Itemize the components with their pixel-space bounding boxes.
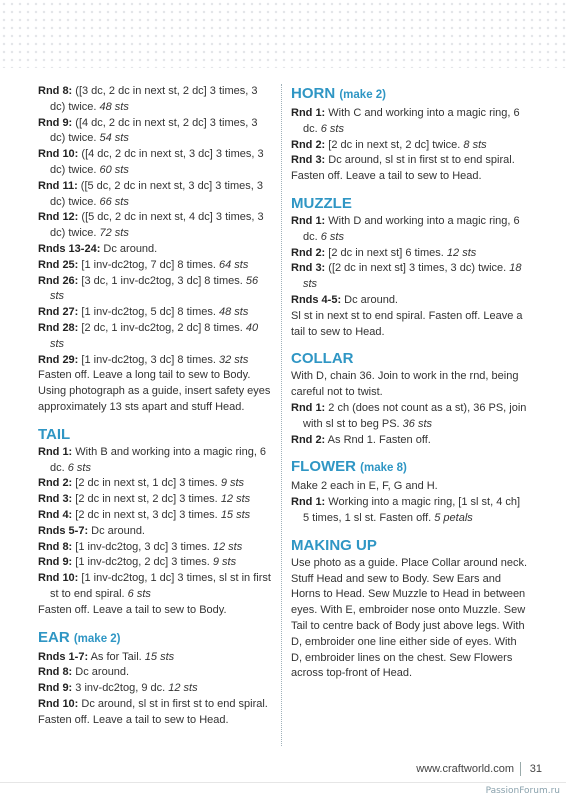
round-instructions: As for Tail. xyxy=(88,650,145,663)
stitch-count: 6 sts xyxy=(320,230,344,243)
pattern-round xyxy=(38,258,274,274)
round-instructions: As Rnd 1. Fasten off. xyxy=(325,433,431,446)
stitch-count: 12 sts xyxy=(220,493,251,506)
round-instructions: Dc around. xyxy=(88,524,145,537)
column-divider xyxy=(281,84,282,746)
left-column xyxy=(38,84,274,728)
pattern-round xyxy=(38,210,274,242)
pattern-round xyxy=(38,508,274,524)
section-quantity: (make 2) xyxy=(339,89,387,101)
section-title: MAKING UP xyxy=(291,536,377,554)
round-instructions: [2 dc in next st, 2 dc] twice. xyxy=(325,138,464,151)
round-label: Rnds 5-7: xyxy=(38,524,89,537)
pattern-round xyxy=(291,138,529,154)
pattern-round xyxy=(291,246,529,262)
pattern-round xyxy=(38,476,274,492)
pattern-round xyxy=(291,401,529,433)
round-instructions: [2 dc in next st, 3 dc] 3 times. xyxy=(72,508,221,521)
pattern-round xyxy=(38,305,274,321)
stitch-count: 12 sts xyxy=(168,682,198,695)
pattern-round xyxy=(38,445,274,477)
pattern-round xyxy=(291,495,529,527)
stitch-count: 54 sts xyxy=(99,132,129,145)
section-quantity: (make 2) xyxy=(73,632,121,645)
watermark: PassionForum.ru xyxy=(485,786,560,796)
pattern-round xyxy=(38,353,274,369)
round-instructions: ([5 dc, 2 dc in next st, 4 dc] 3 times, 3 dc) twice. xyxy=(50,211,264,240)
instruction-text: Fasten off. Leave a tail to sew to Head. xyxy=(38,713,229,726)
round-label: Rnd 26: xyxy=(38,274,79,287)
round-label: Rnd 8: xyxy=(38,85,73,97)
round-label: Rnd 10: xyxy=(38,148,79,161)
round-label: Rnd 2: xyxy=(38,477,73,490)
stitch-count: 48 sts xyxy=(218,306,249,319)
round-label: Rnd 1: xyxy=(291,496,326,509)
section-title: FLOWER xyxy=(291,458,356,476)
round-instructions: With D and working into a magic ring, 6 dc. xyxy=(303,214,520,243)
round-instructions: [1 inv-dc2tog, 3 dc] 8 times. xyxy=(78,353,219,366)
round-label: Rnd 10: xyxy=(38,697,79,710)
section-heading xyxy=(291,349,529,368)
footer-separator xyxy=(520,762,521,776)
round-instructions: ([5 dc, 2 dc in next st, 3 dc] 3 times, 3 dc) twice. xyxy=(50,179,263,208)
right-column xyxy=(291,84,529,682)
instruction-text: Fasten off. Leave a long tail to sew to Body. Using photograph as a guide, insert safety eyes approximately 13 sts apart and stuff Head. xyxy=(38,369,271,413)
stitch-count: 12 sts xyxy=(212,540,243,553)
round-label: Rnd 2: xyxy=(291,433,326,446)
section-title: HORN xyxy=(291,85,336,102)
pattern-round xyxy=(38,274,274,306)
pattern-round xyxy=(38,540,274,556)
round-label: Rnd 28: xyxy=(38,321,79,334)
instruction-text: Use photo as a guide. Place Collar around neck. Stuff Head and sew to Body. Sew Ears and Horns to Head. Sew Muzzle to Head in between eyes. With E, embroider nose onto Muzzle. Sew Tail to centre back of Body just above legs. With D, embroider one line either side of eyes. With D, embroider lines on the chest. Sew Flowers across top-front of Head. xyxy=(291,556,528,680)
stitch-count: 40 sts xyxy=(50,321,259,350)
round-label: Rnds 1-7: xyxy=(38,650,89,663)
round-label: Rnds 4-5: xyxy=(291,293,342,306)
round-label: Rnd 10: xyxy=(38,572,79,585)
section-quantity: (make 8) xyxy=(360,462,407,475)
round-label: Rnd 27: xyxy=(38,306,79,319)
round-instructions: [2 dc in next st, 2 dc] 3 times. xyxy=(72,493,221,506)
pattern-round xyxy=(38,524,274,540)
round-label: Rnd 12: xyxy=(38,211,79,224)
round-label: Rnd 8: xyxy=(38,540,73,553)
round-label: Rnd 2: xyxy=(291,246,326,259)
section-heading xyxy=(38,425,274,444)
pattern-round xyxy=(38,665,274,681)
round-label: Rnd 1: xyxy=(38,445,73,458)
section-heading xyxy=(291,84,529,105)
round-instructions: [1 inv-dc2tog, 3 dc] 3 times. xyxy=(72,540,213,553)
pattern-round xyxy=(38,492,274,508)
pattern-round xyxy=(38,116,274,148)
round-label: Rnd 1: xyxy=(291,401,326,414)
round-instructions: ([4 dc, 2 dc in next st, 2 dc] 3 times, 3 dc) twice. xyxy=(50,116,258,145)
round-label: Rnd 2: xyxy=(291,138,326,151)
round-instructions: ([3 dc, 2 dc in next st, 2 dc] 3 times, 3 dc) twice. xyxy=(50,85,258,113)
page-number: 31 xyxy=(529,763,542,775)
instruction-text: Sl st in next st to end spiral. Fasten off. Leave a tail to sew to Head. xyxy=(291,309,523,338)
round-label: Rnd 3: xyxy=(291,262,326,275)
round-label: Rnd 25: xyxy=(38,258,79,271)
pattern-round xyxy=(38,681,274,697)
pattern-round xyxy=(38,650,274,666)
round-instructions: [2 dc in next st] 6 times. xyxy=(325,246,447,259)
pattern-round xyxy=(38,179,274,211)
dotted-header-pattern xyxy=(0,0,566,68)
round-instructions: Dc around, sl st in first st to end spiral. xyxy=(78,697,268,710)
round-instructions: With B and working into a magic ring, 6 dc. xyxy=(50,445,267,474)
stitch-count: 9 sts xyxy=(220,477,245,490)
stitch-count: 8 sts xyxy=(463,138,487,151)
round-instructions: With C and working into a magic ring, 6 dc. xyxy=(303,107,520,135)
section-title: MUZZLE xyxy=(291,194,352,212)
round-label: Rnd 9: xyxy=(38,556,73,569)
round-instructions: [1 inv-dc2tog, 1 dc] 3 times, sl st in first st to end spiral. xyxy=(50,572,271,600)
pattern-round xyxy=(291,293,529,309)
stitch-count: 5 petals xyxy=(434,511,473,524)
stitch-count: 6 sts xyxy=(127,587,151,600)
stitch-count: 9 sts xyxy=(212,556,237,569)
stitch-count: 60 sts xyxy=(99,163,129,176)
pattern-round xyxy=(291,433,529,449)
section-heading xyxy=(291,194,529,213)
stitch-count: 12 sts xyxy=(446,246,477,259)
pattern-round xyxy=(38,147,274,179)
round-instructions: ([2 dc in next st] 3 times, 3 dc) twice. xyxy=(325,262,510,275)
stitch-count: 6 sts xyxy=(67,461,91,474)
round-instructions: Dc around, sl st in first st to end spiral. xyxy=(325,154,515,167)
instruction-text: With D, chain 36. Join to work in the rnd, being careful not to twist. xyxy=(291,370,519,399)
pattern-round xyxy=(291,106,529,138)
page-footer xyxy=(0,760,566,800)
section-heading xyxy=(38,628,274,649)
round-label: Rnds 13-24: xyxy=(38,242,101,255)
round-instructions: [1 inv-dc2tog, 7 dc] 8 times. xyxy=(78,258,219,271)
round-label: Rnd 29: xyxy=(38,353,79,366)
instruction-text: Fasten off. Leave a tail to sew to Body. xyxy=(38,603,227,616)
round-label: Rnd 1: xyxy=(291,107,326,119)
round-label: Rnd 3: xyxy=(38,493,73,506)
pattern-round xyxy=(291,153,529,169)
round-instructions: Dc around. xyxy=(72,666,130,679)
round-instructions: Dc around. xyxy=(100,242,158,255)
stitch-count: 72 sts xyxy=(99,227,129,240)
round-instructions: [2 dc in next st, 1 dc] 3 times. xyxy=(72,477,221,490)
round-label: Rnd 9: xyxy=(38,116,73,129)
stitch-count: 56 sts xyxy=(50,274,259,303)
round-label: Rnd 4: xyxy=(38,508,73,521)
pattern-round xyxy=(291,214,529,246)
pattern-round xyxy=(38,242,274,258)
stitch-count: 66 sts xyxy=(99,195,129,208)
stitch-count: 15 sts xyxy=(144,650,175,663)
stitch-count: 15 sts xyxy=(220,508,251,521)
pattern-round xyxy=(38,571,274,603)
round-instructions: Working into a magic ring, [1 sl st, 4 ch] 5 times, 1 sl st. Fasten off. xyxy=(303,496,521,524)
round-label: Rnd 3: xyxy=(291,154,326,167)
stitch-count: 6 sts xyxy=(320,122,344,135)
stitch-count: 36 sts xyxy=(402,417,433,430)
pattern-round xyxy=(38,321,274,353)
round-label: Rnd 11: xyxy=(38,179,78,192)
round-instructions: [2 dc, 1 inv-dc2tog, 2 dc] 8 times. xyxy=(78,321,246,334)
round-instructions: 3 inv-dc2tog, 9 dc. xyxy=(72,682,169,695)
round-instructions: [3 dc, 1 inv-dc2tog, 3 dc] 8 times. xyxy=(78,274,246,287)
footer-rule xyxy=(0,782,566,783)
section-title: TAIL xyxy=(38,425,71,443)
pattern-round xyxy=(38,697,274,713)
round-instructions: [1 inv-dc2tog, 5 dc] 8 times. xyxy=(78,306,219,319)
pattern-round xyxy=(291,261,529,293)
instruction-text: Fasten off. Leave a tail to sew to Head. xyxy=(291,170,482,183)
section-heading xyxy=(291,536,529,555)
round-label: Rnd 1: xyxy=(291,214,326,227)
round-instructions: Dc around. xyxy=(341,293,398,306)
stitch-count: 18 sts xyxy=(303,262,522,291)
website-url[interactable]: www.craftworld.com xyxy=(416,763,514,775)
round-instructions: ([4 dc, 2 dc in next st, 3 dc] 3 times, 3 dc) twice. xyxy=(50,148,264,176)
pattern-round xyxy=(38,555,274,571)
round-label: Rnd 9: xyxy=(38,682,73,695)
stitch-count: 32 sts xyxy=(218,353,249,366)
section-title: COLLAR xyxy=(291,350,354,368)
section-title: EAR xyxy=(38,628,70,646)
stitch-count: 64 sts xyxy=(218,258,249,271)
round-instructions: 2 ch (does not count as a st), 36 PS, join with sl st to beg PS. xyxy=(303,401,527,430)
round-label: Rnd 8: xyxy=(38,666,73,679)
instruction-text: Make 2 each in E, F, G and H. xyxy=(291,480,438,493)
round-instructions: [1 inv-dc2tog, 2 dc] 3 times. xyxy=(72,556,213,569)
pattern-round xyxy=(38,84,274,116)
stitch-count: 48 sts xyxy=(99,100,129,113)
section-heading xyxy=(291,457,529,478)
